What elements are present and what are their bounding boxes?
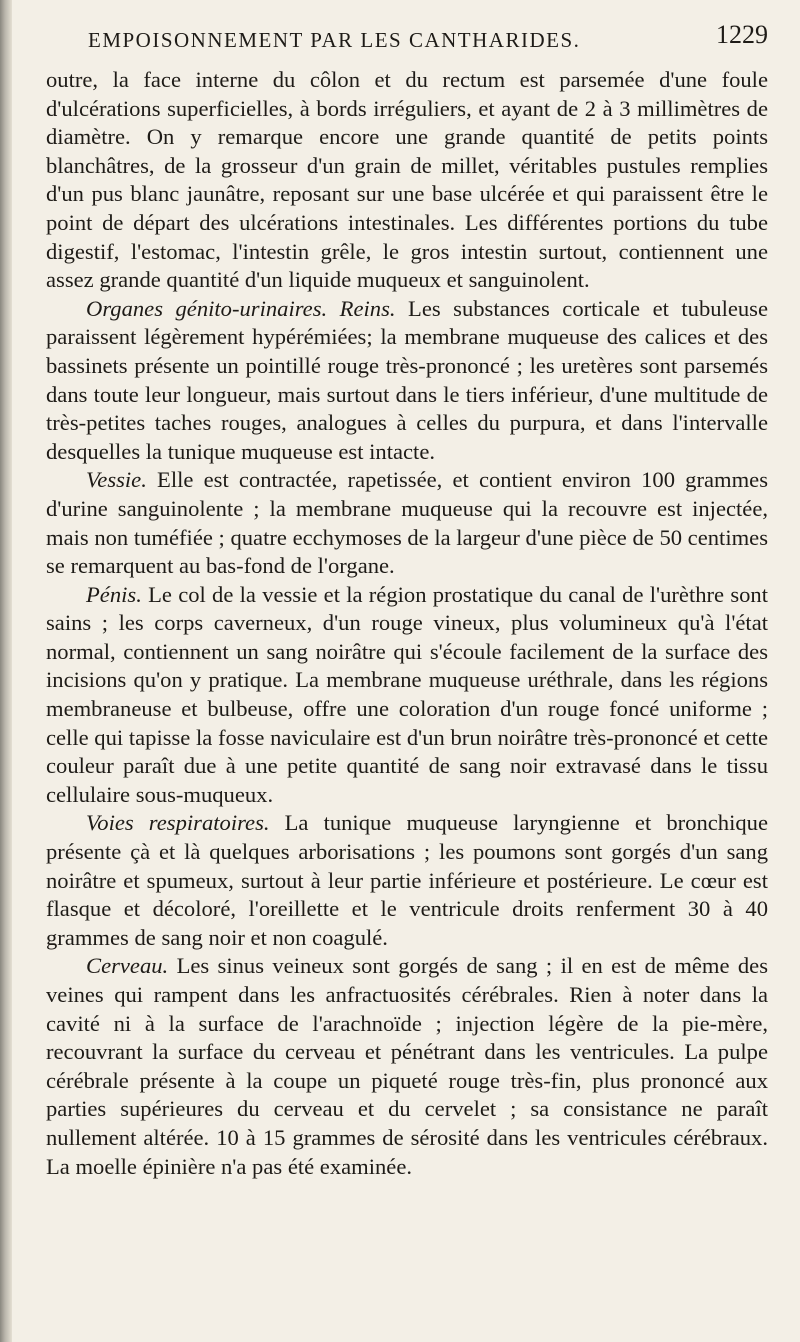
paragraph-text: Le col de la vessie et la région prostatique du canal de l'urèthre sont sains ; les corps caverneux, d'un rouge vineux, plus volumineux qu'à l'état normal, contiennent un sang noirâtre qui s'écoule facilement de la surface des incisions qu'on y pratique. La membrane muqueuse uréthrale, dans les régions membraneuse et bulbeuse, offre une coloration d'un rouge foncé uniforme ; celle qui tapisse la fosse naviculaire est d'un brun noirâtre très-prononcé et cette couleur paraît due à une petite quantité de sang noir extravasé dans le tissu cellulaire sous-muqueux. [46,581,768,807]
page-number: 1229 [716,20,768,49]
book-page [46,18,768,1181]
paragraph-text: Elle est contractée, rapetissée, et contient environ 100 grammes d'urine sanguinolente ; la membrane muqueuse qui la recouvre est injectée, mais non tuméfiée ; quatre ecchymoses de la largeur d'une pièce de 50 centimes se remarquent au bas-fond de l'organe. [46,467,768,579]
paragraph-text: La tunique muqueuse laryngienne et bronchique présente çà et là quelques arborisations ; les poumons sont gorgés d'un sang noirâtre et spumeux, surtout à leur partie inférieure et postérieure. Le cœur est flasque et décoloré, l'oreillette et le ventricule droits renferment 30 à 40 grammes de sang noir et non coagulé. [46,810,768,950]
paragraph-text: Les substances corticale et tubuleuse paraissent légèrement hypérémiées; la membrane muqueuse des calices et des bassinets présente un pointillé rouge très-prononcé ; les uretères sont parsemés dans toute leur longueur, mais surtout dans le tiers inférieur, d'une multitude de très-petites taches rouges, analogues à celles du purpura, et dans l'intervalle desquelles la tunique muqueuse est intacte. [46,295,768,464]
page-header [46,18,768,58]
section-heading-respiratory: Voies respiratoires. [86,810,270,836]
paragraph-genito-urinary [46,295,768,467]
page-body [46,66,768,1181]
section-heading-penis: Pénis. [86,581,142,607]
paragraph-respiratory [46,809,768,952]
section-heading-bladder: Vessie. [86,467,147,493]
section-heading-brain: Cerveau. [86,953,169,979]
book-binding-shadow [0,0,12,1342]
paragraph-intestines [46,66,768,295]
paragraph-bladder [46,466,768,580]
paragraph-text: Les sinus veineux sont gorgés de sang ; il en est de même des veines qui rampent dans les anfractuosités cérébrales. Rien à noter dans la cavité ni à la surface de l'arachnoïde ; injection légère de la pie-mère, recouvrant la surface du cerveau et pénétrant dans les ventricules. La pulpe cérébrale présente à la coupe un piqueté rouge très-fin, plus prononcé aux parties supérieures du cerveau et du cervelet ; sa consistance ne paraît nullement altérée. 10 à 15 grammes de sérosité dans les ventricules cérébraux. La moelle épinière n'a pas été examinée. [46,953,768,1179]
paragraph-penis [46,581,768,810]
paragraph-brain [46,952,768,1181]
running-title: EMPOISONNEMENT PAR LES CANTHARIDES. [88,28,581,52]
section-heading-genito-urinary: Organes génito-urinaires. Reins. [86,295,396,321]
paragraph-text: outre, la face interne du côlon et du rectum est parsemée d'une foule d'ulcérations superficielles, à bords irréguliers, et ayant de 2 à 3 millimètres de diamètre. On y remarque encore une grande quantité de petits points blanchâtres, de la grosseur d'un grain de millet, véritables pustules remplies d'un pus blanc jaunâtre, reposant sur une base ulcérée et qui paraissent être le point de départ des ulcérations intestinales. Les différentes portions du tube digestif, l'estomac, l'intestin grêle, le gros intestin surtout, contiennent une assez grande quantité d'un liquide muqueux et sanguinolent. [46,67,768,293]
